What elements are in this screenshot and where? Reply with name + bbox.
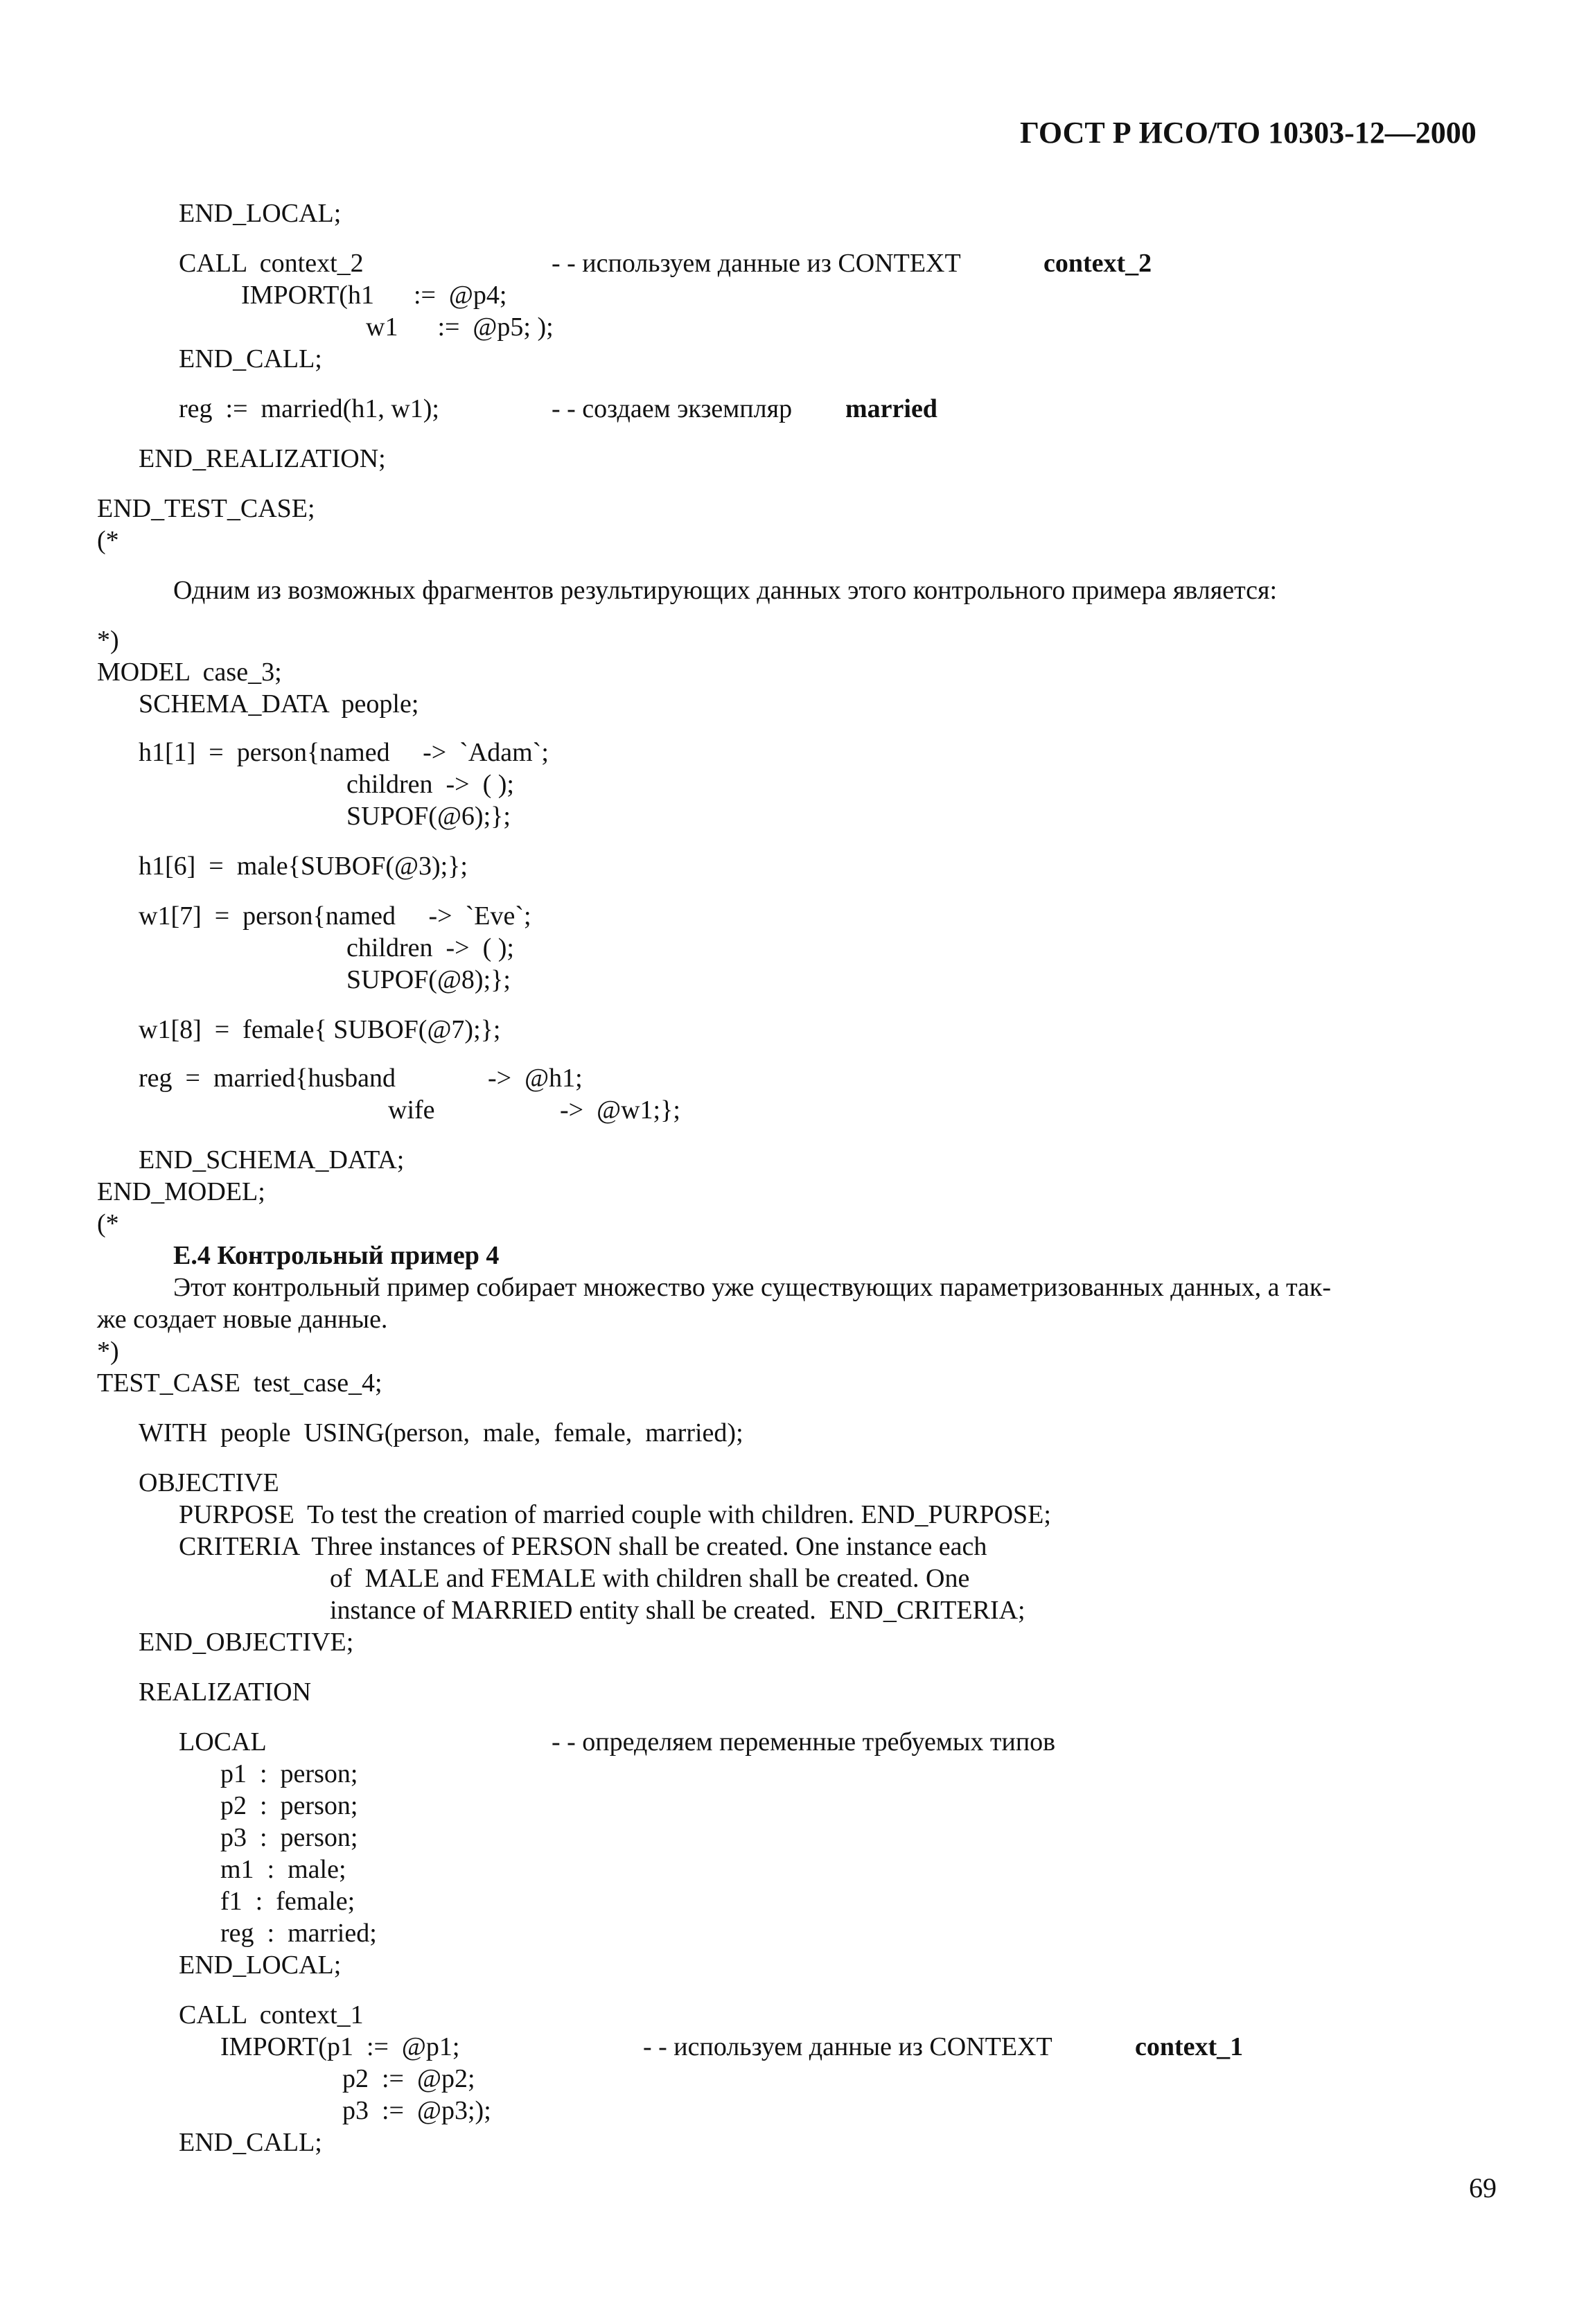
code-line: END_LOCAL; [179,1951,342,1980]
code-line: f1 : female; [220,1887,355,1916]
code-line: (* [97,1209,119,1238]
code-line: reg := married(h1, w1); [179,394,439,423]
code-line: p1 : person; [220,1759,358,1788]
code-line: END_CALL; [179,2128,322,2157]
code-line: w1[7] = person{named -> `Eve`; [139,901,531,931]
code-line: CRITERIA Three instances of PERSON shall be created. One instance each [179,1532,987,1561]
code-line: END_REALIZATION; [139,444,386,473]
code-line: *) [97,626,119,655]
code-line: *) [97,1337,119,1366]
code-line: SUPOF(@8);}; [346,965,511,994]
code-line: END_CALL; [179,344,322,373]
code-line: wife -> @w1;}; [388,1095,680,1125]
code-line: CALL context_1 [179,2000,364,2030]
code-line: instance of MARRIED entity shall be created. END_CRITERIA; [330,1596,1025,1625]
page-header-title: ГОСТ Р ИСО/ТО 10303-12—2000 [1020,116,1477,150]
code-line: TEST_CASE test_case_4; [97,1368,382,1398]
code-line: END_TEST_CASE; [97,494,315,523]
code-line: p3 : person; [220,1823,358,1852]
code-line: OBJECTIVE [139,1468,279,1497]
code-line: children -> ( ); [346,770,514,799]
code-comment-bold: context_2 [1043,249,1152,278]
code-line: reg : married; [220,1919,377,1948]
code-line: h1[1] = person{named -> `Adam`; [139,738,549,767]
code-comment: - - определяем переменные требуемых типов [552,1727,1056,1757]
code-line: p2 : person; [220,1791,358,1820]
code-comment: - - создаем экземпляр [552,394,793,423]
code-line: m1 : male; [220,1855,346,1884]
code-line: END_MODEL; [97,1177,265,1206]
code-line: IMPORT(p1 := @p1; [220,2032,460,2061]
code-comment-bold: context_1 [1135,2032,1244,2061]
section-heading: Е.4 Контрольный пример 4 [173,1241,500,1270]
code-line: p2 := @p2; [342,2064,475,2093]
code-line: reg = married{husband -> @h1; [139,1064,583,1093]
code-line: LOCAL [179,1727,267,1757]
code-comment-bold: married [845,394,937,423]
code-line: IMPORT(h1 := @p4; [241,281,507,310]
code-line: p3 := @p3;); [342,2096,491,2125]
code-line: h1[6] = male{SUBOF(@3);}; [139,852,468,881]
code-line: END_LOCAL; [179,199,342,228]
code-line: END_SCHEMA_DATA; [139,1145,405,1174]
code-line: (* [97,526,119,555]
code-line: of MALE and FEMALE with children shall be created. One [330,1564,970,1593]
code-line: PURPOSE To test the creation of married couple with children. END_PURPOSE; [179,1500,1051,1529]
code-line: END_OBJECTIVE; [139,1628,354,1657]
code-line: WITH people USING(person, male, female, married); [139,1418,743,1447]
paragraph: же создает новые данные. [97,1305,388,1334]
code-line: SCHEMA_DATA people; [139,689,419,719]
code-line: SUPOF(@6);}; [346,802,511,831]
code-line: children -> ( ); [346,933,514,962]
page-number: 69 [1469,2172,1497,2203]
paragraph: Одним из возможных фрагментов результирующих данных этого контрольного примера является: [173,576,1278,605]
code-line: CALL context_2 [179,249,364,278]
paragraph: Этот контрольный пример собирает множество уже существующих параметризованных данных, а так- [173,1273,1332,1302]
code-comment: - - используем данные из CONTEXT [552,249,961,278]
code-line: MODEL case_3; [97,658,282,687]
code-line: w1[8] = female{ SUBOF(@7);}; [139,1015,501,1044]
code-line: w1 := @p5; ); [366,312,554,342]
code-comment: - - используем данные из CONTEXT [643,2032,1052,2061]
code-line: REALIZATION [139,1678,312,1707]
